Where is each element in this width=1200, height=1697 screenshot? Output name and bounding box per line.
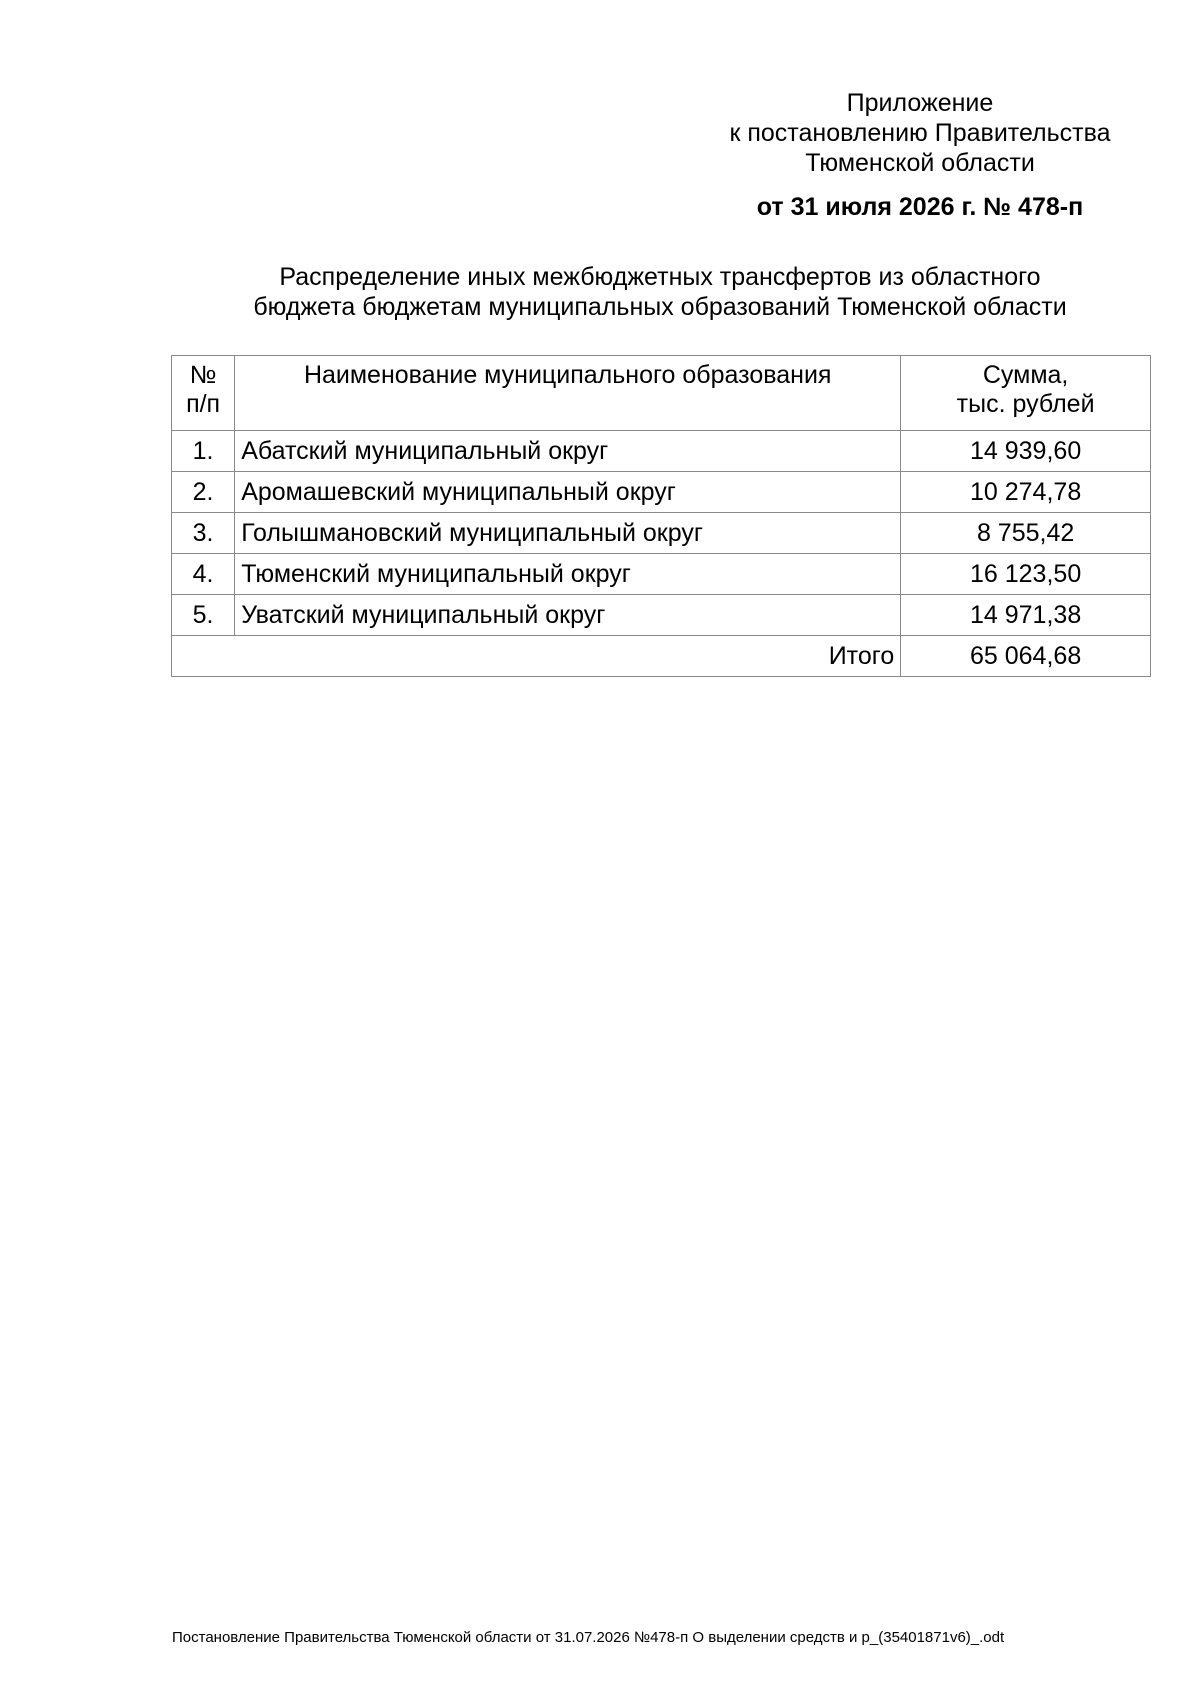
row-sum: 16 123,50 [901,554,1151,595]
header-name: Наименование муниципального образования [235,356,901,431]
row-sum: 14 971,38 [901,595,1151,636]
title-line-1: Распределение иных межбюджетных трансфертов из областного [279,263,1041,291]
header-number [172,356,235,431]
row-number: 2. [172,472,235,513]
appendix-block [700,88,1140,178]
appendix-reference: к постановлению Правительства [729,119,1111,147]
title-line-2: бюджета бюджетам муниципальных образований Тюменской области [253,293,1067,321]
row-number: 3. [172,513,235,554]
header-sum-line-1: Сумма, [982,361,1069,389]
row-sum: 14 939,60 [901,431,1151,472]
table-row [172,595,1151,636]
row-number: 1. [172,431,235,472]
decree-date-number: от 31 июля 2026 г. № 478-п [756,193,1084,221]
row-municipality: Тюменский муниципальный округ [235,554,901,595]
document-footer: Постановление Правительства Тюменской области от 31.07.2026 №478-п О выделении средств и р_(35401871v6)_.odt [172,1629,1005,1646]
row-municipality: Аромашевский муниципальный округ [235,472,901,513]
table-row [172,431,1151,472]
row-sum: 10 274,78 [901,472,1151,513]
row-municipality: Голышмановский муниципальный округ [235,513,901,554]
appendix-label: Приложение [846,89,994,117]
row-number: 5. [172,595,235,636]
total-value: 65 064,68 [901,636,1151,677]
row-municipality: Уватский муниципальный округ [235,595,901,636]
table-header-row [172,356,1151,431]
header-sum [901,356,1151,431]
table-row [172,472,1151,513]
table-row [172,513,1151,554]
header-sum-line-2: тыс. рублей [956,390,1095,418]
row-sum: 8 755,42 [901,513,1151,554]
row-municipality: Абатский муниципальный округ [235,431,901,472]
row-number: 4. [172,554,235,595]
total-label: Итого [172,636,901,677]
table-row [172,554,1151,595]
allocation-table [171,355,1151,677]
appendix-region: Тюменской области [805,149,1035,177]
header-number-line-1: № [189,361,217,389]
table-total-row [172,636,1151,677]
document-title [160,262,1160,322]
header-number-line-2: п/п [186,390,221,418]
